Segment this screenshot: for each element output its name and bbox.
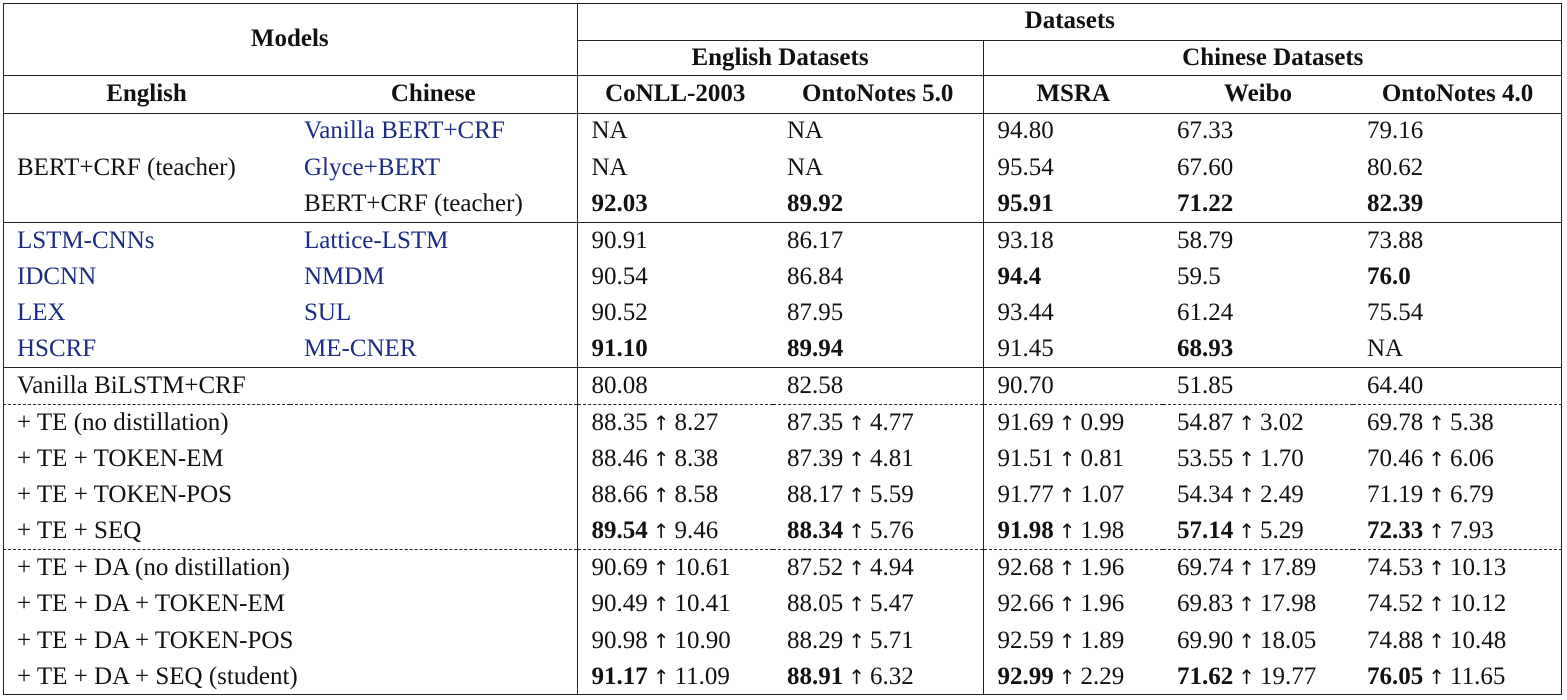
up-arrow-icon: ↑ [1058,665,1076,690]
score-value: 88.91 [787,663,844,691]
up-arrow-icon: ↑ [1238,665,1256,690]
up-arrow-icon: ↑ [1428,628,1446,653]
up-arrow-icon: ↑ [1058,483,1076,508]
improvement-value: 6.06 [1450,444,1494,472]
score-value: 93.18 [997,226,1054,254]
score-value: 67.33 [1177,117,1234,145]
value-cell [983,404,1163,440]
value-cell [1163,259,1353,295]
column-header-conll2003: CoNLL-2003 [577,75,773,113]
table-row [3,513,1562,549]
table-row [3,113,1562,149]
score-value: 61.24 [1177,299,1234,327]
value-cell [983,113,1163,149]
improvement-value: 0.81 [1080,444,1125,472]
score-value: 88.66 [591,481,648,509]
score-value: NA [591,153,628,181]
model-name: + TE + SEQ [17,517,142,545]
improvement-value: 0.99 [1080,408,1125,436]
column-header-ontonotes5: OntoNotes 5.0 [773,75,983,113]
score-value: 86.84 [787,262,844,290]
improvement-value: 10.13 [1450,554,1507,582]
table-row [3,622,1562,658]
score-value: NA [591,117,628,145]
model-name: + TE + DA + TOKEN-POS [17,626,294,654]
score-value: 93.44 [997,299,1054,327]
improvement-value: 5.76 [870,517,914,545]
value-cell [1163,368,1353,404]
score-value: 58.79 [1177,226,1234,254]
improvement-value: 7.93 [1450,517,1494,545]
improvement-value: 4.94 [870,554,914,582]
score-value: 57.14 [1177,517,1234,545]
score-value: 89.94 [787,335,844,363]
score-value: 91.17 [591,663,648,691]
model-name: + TE + TOKEN-POS [17,481,233,509]
english-datasets-header: English Datasets [577,40,983,75]
value-cell [773,368,983,404]
up-arrow-icon: ↑ [1058,628,1076,653]
score-value: 69.90 [1177,626,1234,654]
score-value: 91.10 [591,335,648,363]
improvement-value: 5.71 [870,626,914,654]
improvement-value: 1.07 [1080,481,1125,509]
score-value: 88.17 [787,481,844,509]
value-cell [1353,331,1562,367]
table-row [3,550,1562,586]
value-cell [1163,550,1353,586]
value-cell [773,477,983,513]
value-cell [983,222,1163,258]
score-value: 64.40 [1367,371,1424,399]
up-arrow-icon: ↑ [1238,446,1256,471]
score-value: 95.54 [997,153,1054,181]
improvement-value: 1.89 [1080,626,1125,654]
value-cell [1353,149,1562,185]
score-value: 74.53 [1367,554,1424,582]
up-arrow-icon: ↑ [652,410,670,435]
up-arrow-icon: ↑ [1238,410,1256,435]
value-cell [577,622,773,658]
up-arrow-icon: ↑ [1238,556,1256,581]
up-arrow-icon: ↑ [652,483,670,508]
score-value: 70.46 [1367,444,1424,472]
table-body [3,113,1562,695]
value-cell [983,295,1163,331]
up-arrow-icon: ↑ [1428,556,1446,581]
value-cell [1353,186,1562,222]
score-value: 69.74 [1177,554,1234,582]
score-value: 90.49 [591,590,648,618]
score-value: 91.51 [997,444,1054,472]
score-value: 90.69 [591,554,648,582]
score-value: 88.35 [591,408,648,436]
value-cell [1163,404,1353,440]
value-cell [1163,477,1353,513]
value-cell [773,149,983,185]
datasets-header: Datasets [577,3,1562,40]
improvement-value: 18.05 [1260,626,1317,654]
value-cell [983,259,1163,295]
improvement-value: 10.48 [1450,626,1507,654]
value-cell [773,186,983,222]
up-arrow-icon: ↑ [1428,483,1446,508]
value-cell [1353,622,1562,658]
score-value: 74.88 [1367,626,1424,654]
value-cell [1353,586,1562,622]
value-cell [577,368,773,404]
improvement-value: 5.29 [1260,517,1304,545]
up-arrow-icon: ↑ [848,592,866,617]
improvement-value: 3.02 [1260,408,1304,436]
score-value: 87.95 [787,299,844,327]
table-row [3,441,1562,477]
value-cell [577,331,773,367]
score-value: 88.29 [787,626,844,654]
up-arrow-icon: ↑ [1058,446,1076,471]
score-value: 82.58 [787,371,844,399]
english-model-name: HSCRF [17,335,97,363]
value-cell [577,149,773,185]
value-cell [1353,259,1562,295]
model-name: + TE + DA + SEQ (student) [17,663,298,691]
up-arrow-icon: ↑ [848,446,866,471]
score-value: 90.54 [591,262,648,290]
up-arrow-icon: ↑ [848,628,866,653]
score-value: 76.0 [1367,262,1411,290]
table-row [3,222,1562,258]
score-value: 87.35 [787,408,844,436]
improvement-value: 10.90 [674,626,731,654]
value-cell [577,441,773,477]
improvement-value: 5.38 [1450,408,1494,436]
value-cell [577,404,773,440]
score-value: 75.54 [1367,299,1424,327]
value-cell [983,149,1163,185]
improvement-value: 4.81 [870,444,914,472]
value-cell [773,259,983,295]
value-cell [983,331,1163,367]
improvement-value: 6.32 [870,663,914,691]
score-value: NA [787,117,824,145]
english-model-name: LEX [17,299,66,327]
score-value: 95.91 [997,189,1054,217]
score-value: 92.66 [997,590,1054,618]
value-cell [773,622,983,658]
chinese-model-name: ME-CNER [304,335,417,363]
score-value: 67.60 [1177,153,1234,181]
column-header-msra: MSRA [983,75,1163,113]
chinese-model-name: SUL [304,299,352,327]
value-cell [1163,113,1353,149]
up-arrow-icon: ↑ [1428,592,1446,617]
value-cell [1353,222,1562,258]
up-arrow-icon: ↑ [652,556,670,581]
value-cell [577,513,773,549]
score-value: 71.22 [1177,189,1234,217]
value-cell [773,441,983,477]
value-cell [1163,586,1353,622]
up-arrow-icon: ↑ [1058,410,1076,435]
score-value: 72.33 [1367,517,1424,545]
score-value: 71.62 [1177,663,1234,691]
value-cell [773,586,983,622]
models-header: Models [250,24,329,52]
score-value: 92.68 [997,554,1054,582]
value-cell [577,586,773,622]
improvement-value: 5.59 [870,481,914,509]
score-value: 54.34 [1177,481,1234,509]
value-cell [1353,441,1562,477]
column-header-ontonotes4: OntoNotes 4.0 [1353,75,1562,113]
score-value: 89.54 [591,517,648,545]
up-arrow-icon: ↑ [1428,446,1446,471]
model-name: Vanilla BiLSTM+CRF [3,368,577,404]
up-arrow-icon: ↑ [652,519,670,544]
improvement-value: 8.58 [674,481,719,509]
up-arrow-icon: ↑ [1238,592,1256,617]
score-value: 76.05 [1367,663,1424,691]
value-cell [773,404,983,440]
value-cell [983,186,1163,222]
improvement-value: 2.29 [1080,663,1125,691]
value-cell [577,259,773,295]
score-value: 90.98 [591,626,648,654]
column-header-weibo: Weibo [1163,75,1353,113]
chinese-model-name: NMDM [304,262,385,290]
improvement-value: 1.70 [1260,444,1304,472]
value-cell [577,222,773,258]
value-cell [983,586,1163,622]
value-cell [1353,513,1562,549]
up-arrow-icon: ↑ [848,410,866,435]
value-cell [1163,331,1353,367]
up-arrow-icon: ↑ [1058,592,1076,617]
english-model-teacher: BERT+CRF (teacher) [3,113,290,222]
english-column-header: English [3,75,290,113]
improvement-value: 5.47 [870,590,914,618]
score-value: 88.34 [787,517,844,545]
chinese-column-header: Chinese [290,75,577,113]
results-table [3,3,1562,695]
value-cell [773,295,983,331]
improvement-value: 2.49 [1260,481,1304,509]
value-cell [1163,622,1353,658]
table-row [3,404,1562,440]
score-value: 91.45 [997,335,1054,363]
value-cell [983,622,1163,658]
improvement-value: 1.98 [1080,517,1125,545]
up-arrow-icon: ↑ [652,665,670,690]
improvement-value: 8.38 [674,444,719,472]
score-value: NA [1367,335,1404,363]
score-value: 73.88 [1367,226,1424,254]
value-cell [1353,404,1562,440]
score-value: 89.92 [787,189,844,217]
value-cell [773,222,983,258]
chinese-model-name: BERT+CRF (teacher) [304,189,523,217]
score-value: 69.78 [1367,408,1424,436]
chinese-model-name: Glyce+BERT [304,153,441,181]
improvement-value: 6.79 [1450,481,1494,509]
improvement-value: 11.09 [674,663,730,691]
value-cell [1163,295,1353,331]
table-row [3,259,1562,295]
value-cell [1353,550,1562,586]
improvement-value: 11.65 [1450,663,1506,691]
up-arrow-icon: ↑ [652,592,670,617]
model-name: + TE + DA (no distillation) [3,550,577,586]
score-value: 88.05 [787,590,844,618]
up-arrow-icon: ↑ [1428,410,1446,435]
table-row [3,295,1562,331]
value-cell [1163,222,1353,258]
score-value: 68.93 [1177,335,1234,363]
value-cell [1353,477,1562,513]
value-cell [983,659,1163,695]
value-cell [1353,368,1562,404]
score-value: 91.69 [997,408,1054,436]
score-value: 92.03 [591,189,648,217]
score-value: 90.52 [591,299,648,327]
up-arrow-icon: ↑ [1428,519,1446,544]
score-value: 94.4 [997,262,1042,290]
score-value: 94.80 [997,117,1054,145]
up-arrow-icon: ↑ [848,665,866,690]
up-arrow-icon: ↑ [848,519,866,544]
score-value: 74.52 [1367,590,1424,618]
score-value: 91.77 [997,481,1054,509]
up-arrow-icon: ↑ [848,483,866,508]
english-model-name: IDCNN [17,262,97,290]
score-value: 82.39 [1367,189,1424,217]
score-value: 51.85 [1177,371,1234,399]
improvement-value: 17.98 [1260,590,1317,618]
value-cell [983,513,1163,549]
value-cell [577,550,773,586]
score-value: 69.83 [1177,590,1234,618]
value-cell [577,113,773,149]
value-cell [1163,513,1353,549]
value-cell [1163,186,1353,222]
value-cell [577,186,773,222]
score-value: 80.08 [591,371,648,399]
score-value: NA [787,153,824,181]
up-arrow-icon: ↑ [1238,483,1256,508]
improvement-value: 17.89 [1260,554,1317,582]
score-value: 90.70 [997,371,1054,399]
chinese-model-name: Vanilla BERT+CRF [290,113,577,149]
score-value: 92.99 [997,663,1054,691]
table-row [3,586,1562,622]
up-arrow-icon: ↑ [1058,519,1076,544]
value-cell [1353,113,1562,149]
up-arrow-icon: ↑ [1238,519,1256,544]
score-value: 54.87 [1177,408,1234,436]
improvement-value: 10.12 [1450,590,1507,618]
table-row [3,659,1562,695]
score-value: 59.5 [1177,262,1221,290]
score-value: 87.39 [787,444,844,472]
value-cell [773,331,983,367]
improvement-value: 1.96 [1080,554,1125,582]
score-value: 86.17 [787,226,844,254]
up-arrow-icon: ↑ [848,556,866,581]
value-cell [983,368,1163,404]
improvement-value: 1.96 [1080,590,1125,618]
chinese-model-name: Lattice-LSTM [290,222,577,258]
improvement-value: 10.41 [674,590,731,618]
value-cell [773,513,983,549]
score-value: 90.91 [591,226,648,254]
improvement-value: 9.46 [674,517,719,545]
english-model-name: LSTM-CNNs [3,222,290,258]
value-cell [1353,659,1562,695]
value-cell [983,550,1163,586]
value-cell [983,477,1163,513]
up-arrow-icon: ↑ [1058,556,1076,581]
value-cell [983,441,1163,477]
score-value: 87.52 [787,554,844,582]
value-cell [1353,295,1562,331]
score-value: 92.59 [997,626,1054,654]
score-value: 79.16 [1367,117,1424,145]
value-cell [773,113,983,149]
table-row [3,477,1562,513]
up-arrow-icon: ↑ [1428,665,1446,690]
value-cell [577,295,773,331]
table-row [3,368,1562,404]
value-cell [773,659,983,695]
value-cell [1163,441,1353,477]
chinese-datasets-header: Chinese Datasets [983,40,1562,75]
model-name: + TE + TOKEN-EM [17,444,224,472]
value-cell [577,477,773,513]
value-cell [1163,659,1353,695]
value-cell [773,550,983,586]
up-arrow-icon: ↑ [652,446,670,471]
score-value: 53.55 [1177,444,1234,472]
model-name: + TE + DA + TOKEN-EM [17,590,285,618]
up-arrow-icon: ↑ [1238,628,1256,653]
up-arrow-icon: ↑ [652,628,670,653]
improvement-value: 19.77 [1260,663,1317,691]
value-cell [577,659,773,695]
score-value: 80.62 [1367,153,1424,181]
improvement-value: 8.27 [674,408,719,436]
score-value: 71.19 [1367,481,1424,509]
model-name: + TE (no distillation) [3,404,577,440]
score-value: 91.98 [997,517,1054,545]
improvement-value: 4.77 [870,408,914,436]
improvement-value: 10.61 [674,554,731,582]
score-value: 88.46 [591,444,648,472]
value-cell [1163,149,1353,185]
table-row [3,331,1562,367]
